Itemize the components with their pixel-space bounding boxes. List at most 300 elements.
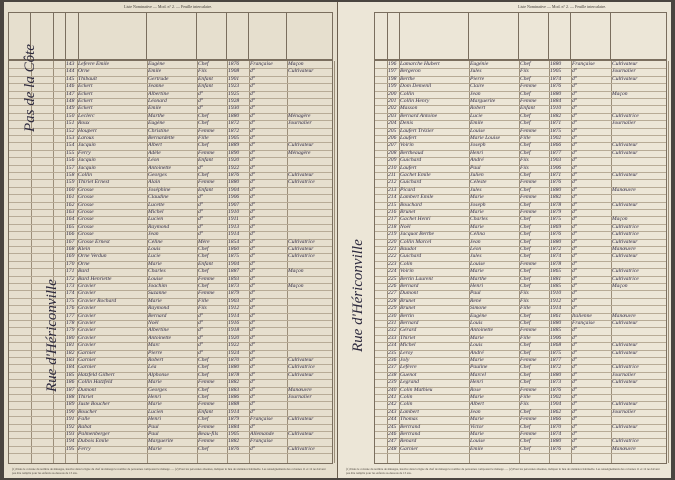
cell-an: 1888 [228, 401, 240, 408]
cell-no: 160 [66, 186, 75, 193]
cell-no: 161 [66, 194, 75, 201]
cell-nat: d° [572, 149, 578, 156]
cell-an: 1906 [550, 164, 562, 171]
cell-an: 1876 [228, 61, 240, 67]
cell-nat: d° [572, 305, 578, 312]
cell-nat: d° [250, 135, 256, 141]
cell-prenom: Léon [148, 157, 160, 164]
cell-an: 1914 [228, 231, 240, 238]
cell-nom: Roux [78, 120, 90, 127]
cell-no: 165 [66, 223, 75, 230]
cell-an: 1872 [550, 246, 562, 252]
cell-an: 1902 [550, 135, 562, 141]
cell-nat: d° [250, 275, 256, 282]
cell-rel: Chef [520, 120, 531, 127]
cell-no: 194 [66, 438, 75, 445]
cell-an: 1860 [228, 246, 240, 252]
cell-nat: Française [250, 416, 273, 423]
cell-nat: d° [572, 120, 578, 127]
cell-prenom: Pierre [470, 75, 485, 82]
cell-rel: Chef [520, 216, 531, 223]
cell-no: 247 [388, 438, 397, 445]
cell-nom: Lefèvre [400, 364, 417, 371]
cell-no: 187 [66, 386, 75, 393]
cell-nat: d° [572, 260, 578, 267]
cell-an: 1924 [228, 349, 240, 356]
cell-no: 198 [388, 75, 397, 82]
cell-prof: Ménagère [288, 112, 311, 119]
cell-prof: Cultivatrice [288, 238, 315, 245]
cell-nat: d° [250, 246, 256, 252]
cell-prenom: Emile [470, 120, 484, 127]
cell-an: 1877 [550, 357, 562, 363]
cell-nom: Dom Demenil [400, 83, 432, 90]
cell-prenom: Marie [148, 379, 162, 386]
cell-nat: d° [250, 305, 256, 312]
cell-prenom: Emile [148, 105, 162, 112]
cell-no: 216 [388, 209, 397, 215]
cell-nat: d° [572, 423, 578, 430]
cell-nat: d° [250, 83, 256, 90]
cell-prof: Maçon [288, 283, 304, 289]
cell-rel: d° [198, 223, 204, 230]
cell-prenom: Marie [470, 334, 484, 341]
cell-rel: Chef [520, 312, 531, 319]
cell-nom: Jacquin [78, 157, 96, 164]
cell-an: 1880 [550, 371, 562, 378]
cell-no: 146 [66, 83, 75, 90]
cell-nom: Grosse [78, 216, 94, 223]
cell-nom: Bergeron [400, 68, 421, 75]
cell-an: 1882 [228, 438, 240, 445]
cell-no: 233 [388, 334, 397, 341]
cell-no: 172 [66, 275, 75, 282]
cell-an: 1879 [550, 209, 562, 215]
cell-nom: Michel [400, 342, 416, 349]
cell-rel: Fils [520, 68, 529, 75]
cell-nat: d° [250, 120, 256, 127]
cell-no: 211 [388, 172, 396, 178]
cell-nat: d° [250, 312, 256, 319]
cell-no: 210 [388, 164, 397, 171]
cell-an: 1854 [228, 238, 240, 245]
cell-prenom: Michel [148, 209, 164, 215]
cell-no: 203 [388, 112, 397, 119]
cell-prenom: Pierre [148, 349, 163, 356]
cell-an: 1880 [228, 364, 240, 371]
cell-nat: d° [572, 172, 578, 178]
cell-prenom: Célina [470, 231, 485, 238]
cell-rel: Chef [520, 142, 531, 149]
cell-nom: Colin [400, 260, 413, 267]
cell-nat: d° [250, 75, 256, 82]
cell-rel: Chef [520, 186, 531, 193]
cell-nat: d° [250, 320, 256, 326]
cell-an: 1880 [550, 238, 562, 245]
cell-prenom: Antoinette [148, 164, 171, 171]
cell-prof: Ménagère [288, 149, 311, 156]
cell-nat: d° [572, 105, 578, 112]
cell-nom: Gravier [78, 290, 96, 297]
cell-no: 226 [388, 283, 397, 289]
cell-prof: Cultivateur [612, 342, 638, 349]
cell-rel: Chef [520, 172, 531, 178]
cell-prof: Manœuvre [612, 445, 636, 452]
cell-rel: Chef [198, 371, 209, 378]
cell-an: 1876 [228, 172, 240, 178]
cell-no: 155 [66, 149, 75, 156]
cell-an: 1893 [228, 275, 240, 282]
cell-rel: d° [198, 334, 204, 341]
cell-rel: Fils [520, 290, 529, 297]
cell-prenom: René [470, 297, 482, 304]
cell-an: 1913 [228, 223, 240, 230]
cell-an: 1905 [228, 135, 240, 141]
cell-nat: d° [572, 357, 578, 363]
cell-no: 195 [66, 445, 75, 452]
cell-rel: Fils [520, 401, 529, 408]
cell-prenom: Lucien [148, 408, 164, 415]
cell-an: 1869 [550, 223, 562, 230]
cell-an: 1865 [550, 268, 562, 275]
cell-nom: Jacquin [78, 164, 96, 171]
cell-nom: Collin Hatzfeld [78, 379, 113, 386]
cell-nat: Française [572, 320, 595, 326]
cell-nat: d° [572, 194, 578, 201]
cell-prof: Journalier [612, 408, 636, 415]
cell-prenom: Marie [148, 297, 162, 304]
cell-rel: Enfant [198, 75, 213, 82]
cell-an: 1866 [550, 142, 562, 149]
cell-an: 1878 [228, 371, 240, 378]
cell-nat: d° [250, 149, 256, 156]
cell-rel: Enfant [198, 408, 213, 415]
cell-prof: Journalier [612, 120, 636, 127]
cell-nat: d° [250, 268, 256, 275]
cell-prof: Cultivateur [612, 149, 638, 156]
cell-prof: Journalier [288, 394, 312, 400]
cell-nom: Bertin Laurent [400, 275, 433, 282]
cell-prof: Cultivateur [612, 172, 638, 178]
cell-rel: Femme [520, 431, 537, 437]
cell-rel: Chef [198, 357, 209, 363]
cell-nat: d° [572, 216, 578, 223]
cell-no: 200 [388, 90, 397, 97]
cell-no: 179 [66, 327, 75, 334]
cell-rel: Chef [520, 438, 531, 445]
cell-an: 1880 [550, 320, 562, 326]
cell-rel: Chef [198, 120, 209, 127]
cell-prenom: Marie [470, 209, 484, 215]
cell-prenom: Alain [148, 179, 161, 186]
cell-prenom: Paul [470, 290, 481, 297]
cell-prenom: Bernard [148, 312, 167, 319]
cell-no: 163 [66, 209, 75, 215]
cell-no: 229 [388, 305, 397, 312]
cell-prenom: Georges [148, 386, 167, 393]
cell-no: 225 [388, 275, 397, 282]
cell-nom: Bertin [400, 312, 414, 319]
cell-no: 215 [388, 201, 397, 208]
cell-nom: Jacquin [78, 142, 96, 149]
cell-nom: Juste Boucher [78, 401, 110, 408]
cell-prenom: Joséphine [148, 186, 171, 193]
cell-no: 151 [66, 120, 75, 127]
cell-rel: Femme [520, 98, 537, 104]
cell-nom: Thomas [400, 416, 418, 423]
cell-prenom: Alphonse [148, 371, 169, 378]
cell-prenom: Noël [148, 320, 159, 326]
cell-prenom: Antoinette [148, 334, 171, 341]
cell-nat: d° [572, 290, 578, 297]
cell-nom: Guichard [400, 253, 422, 260]
cell-rel: Chef [520, 379, 531, 386]
cell-nom: Gravier [78, 312, 96, 319]
cell-an: 1903 [228, 297, 240, 304]
cell-nom: Gachet Emile [400, 172, 431, 178]
cell-no: 192 [66, 423, 75, 430]
cell-an: 1881 [550, 275, 562, 282]
cell-an: 1866 [550, 416, 562, 423]
cell-no: 196 [388, 61, 397, 67]
cell-no: 219 [388, 231, 397, 238]
cell-prof: Cultivateur [612, 253, 638, 260]
cell-rel: Enfant [198, 186, 213, 193]
cell-prenom: Léonard [148, 98, 167, 104]
cell-nat: d° [572, 416, 578, 423]
cell-prenom: Marie [470, 223, 484, 230]
cell-prof: Journalier [288, 120, 312, 127]
cell-an: 1890 [228, 149, 240, 156]
cell-prenom: Marie [148, 445, 162, 452]
cell-nom: Eckert [78, 98, 93, 104]
cell-rel: Femme [198, 423, 215, 430]
cell-rel: Fils [198, 305, 207, 312]
cell-nat: d° [250, 164, 256, 171]
cell-nom: Dubois Emile [78, 438, 109, 445]
cell-nom: Gravier [78, 283, 96, 289]
cell-no: 185 [66, 371, 75, 378]
cell-no: 235 [388, 349, 397, 356]
cell-prenom: Christine [148, 127, 169, 134]
cell-an: 1905 [550, 68, 562, 75]
cell-nat: d° [572, 201, 578, 208]
cell-prof: Cultivateur [612, 349, 638, 356]
cell-nom: Lambert Émile [400, 194, 434, 201]
cell-nat: d° [572, 246, 578, 252]
cell-prenom: Gertrude [148, 75, 169, 82]
cell-no: 242 [388, 401, 397, 408]
cell-prenom: Marie Louise [470, 135, 500, 141]
cell-rel: Femme [520, 209, 537, 215]
cell-nom: Voirin [400, 268, 414, 275]
cell-prenom: Albert [148, 142, 162, 149]
cell-no: 171 [66, 268, 75, 275]
cell-prof: Cultivateur [612, 75, 638, 82]
cell-no: 191 [66, 416, 75, 423]
cell-rel: Chef [198, 394, 209, 400]
cell-nom: Thiriet Ernest [78, 179, 110, 186]
cell-nom: Bertrand [400, 423, 421, 430]
cell-rel: Femme [520, 416, 537, 423]
cell-an: 1906 [228, 194, 240, 201]
cell-an: 1877 [550, 149, 562, 156]
cell-an: 1868 [550, 342, 562, 349]
cell-nat: d° [250, 216, 256, 223]
cell-an: 1904 [550, 401, 562, 408]
cell-nom: Palmenberger [78, 431, 110, 437]
cell-no: 181 [66, 342, 75, 349]
cell-no: 221 [388, 246, 397, 252]
cell-prenom: Louis [470, 342, 483, 349]
cell-rel: Chef [520, 349, 531, 356]
cell-an: 1910 [228, 209, 240, 215]
cell-nat: d° [250, 68, 256, 75]
cell-no: 206 [388, 135, 397, 141]
cell-an: 1885 [550, 283, 562, 289]
cell-rel: Femme [198, 438, 215, 445]
cell-no: 218 [388, 223, 397, 230]
left-register-grid [8, 60, 333, 464]
cell-no: 190 [66, 408, 75, 415]
cell-rel: d° [198, 216, 204, 223]
cell-rel: Chef [520, 61, 531, 67]
cell-nat: d° [572, 68, 578, 75]
cell-rel: d° [198, 201, 204, 208]
cell-nat: d° [572, 231, 578, 238]
cell-an: 1901 [228, 75, 240, 82]
cell-rel: Femme [520, 386, 537, 393]
cell-rel: Chef [520, 246, 531, 252]
cell-nom: Guichard [400, 157, 422, 164]
cell-an: 1876 [550, 445, 562, 452]
cell-prenom: Eugène [148, 61, 165, 67]
cell-nat: d° [250, 253, 256, 260]
cell-nom: Boucher [78, 408, 97, 415]
cell-rel: Fille [520, 334, 531, 341]
cell-prenom: Marguerite [148, 438, 174, 445]
cell-an: 1882 [228, 379, 240, 386]
cell-nom: Collin [78, 172, 92, 178]
cell-an: 1907 [228, 201, 240, 208]
cell-nat: d° [250, 379, 256, 386]
cell-nat: d° [250, 112, 256, 119]
cell-no: 202 [388, 105, 397, 112]
cell-rel: Fils [198, 68, 207, 75]
cell-an: 1920 [228, 157, 240, 164]
cell-prof: Cultivateur [288, 246, 314, 252]
cell-no: 174 [66, 290, 75, 297]
cell-rel: d° [198, 231, 204, 238]
cell-nom: Laufert Trézier [400, 127, 434, 134]
cell-nat: d° [572, 164, 578, 171]
cell-nat: d° [572, 438, 578, 445]
cell-an: 1880 [228, 112, 240, 119]
cell-no: 232 [388, 327, 397, 334]
cell-nat: d° [250, 260, 256, 267]
cell-no: 169 [66, 253, 75, 260]
cell-rel: Fils [520, 297, 529, 304]
cell-an: 1875 [550, 349, 562, 356]
cell-prof: Cultivateur [612, 320, 638, 326]
cell-prenom: Julien [470, 172, 484, 178]
cell-nat: Allemande [250, 431, 274, 437]
cell-nat: d° [250, 349, 256, 356]
cell-an: 1880 [228, 179, 240, 186]
right-page [338, 2, 671, 478]
cell-nom: Bertheaud [400, 149, 424, 156]
cell-no: 231 [388, 320, 397, 326]
cell-no: 156 [66, 157, 75, 164]
cell-rel: Chef [520, 149, 531, 156]
cell-rel: d° [198, 327, 204, 334]
cell-rel: Enfant [198, 260, 213, 267]
cell-rel: Femme [198, 379, 215, 386]
cell-no: 201 [388, 98, 397, 104]
cell-nat: d° [572, 135, 578, 141]
cell-nom: Grosse [78, 186, 94, 193]
cell-no: 173 [66, 283, 75, 289]
cell-rel: Chef [198, 283, 209, 289]
cell-nom: Grosse [78, 194, 94, 201]
cell-nat: d° [572, 327, 578, 334]
cell-rel: Fille [520, 305, 531, 312]
cell-no: 241 [388, 394, 397, 400]
cell-prenom: Marie [470, 416, 484, 423]
cell-rel: Fils [520, 157, 529, 164]
cell-an: 1879 [228, 290, 240, 297]
cell-prenom: Jean [470, 90, 481, 97]
cell-rel: Chef [198, 172, 209, 178]
cell-prenom: Jeanne [148, 83, 164, 90]
cell-no: 237 [388, 364, 397, 371]
cell-an: 1930 [228, 105, 240, 112]
cell-prenom: Suzanne [148, 290, 167, 297]
cell-rel: d° [198, 320, 204, 326]
cell-no: 236 [388, 357, 397, 363]
cell-prenom: Céline [148, 238, 163, 245]
cell-nat: d° [250, 105, 256, 112]
cell-prenom: Joseph [470, 201, 486, 208]
cell-nom: Bernard [400, 283, 419, 289]
cell-rel: Chef [520, 342, 531, 349]
cell-nom: Lamarche Hubert [400, 61, 440, 67]
cell-nat: d° [250, 297, 256, 304]
cell-no: 217 [388, 216, 397, 223]
cell-rel: Chef [198, 364, 209, 371]
cell-nom: Rabat [78, 423, 92, 430]
cell-nom: Gravier [78, 327, 96, 334]
cell-nom: Gravier [78, 320, 96, 326]
cell-rel: Chef [520, 231, 531, 238]
cell-prenom: Marie [148, 260, 162, 267]
cell-prenom: Lucie [148, 253, 161, 260]
cell-nat: d° [250, 223, 256, 230]
cell-nat: d° [572, 268, 578, 275]
cell-nom: Leclerc [78, 112, 95, 119]
cell-prenom: Robert [148, 357, 164, 363]
cell-nat: d° [572, 349, 578, 356]
cell-no: 222 [388, 253, 397, 260]
cell-prof: Cultivateur [288, 142, 314, 149]
cell-nom: Klein [78, 246, 91, 252]
cell-no: 144 [66, 68, 75, 75]
cell-nom: Garnier [78, 349, 97, 356]
cell-nom: Eckert [78, 83, 93, 90]
cell-prenom: Joseph [470, 142, 486, 149]
cell-prof: Cultivatrice [288, 253, 315, 260]
cell-nat: d° [250, 172, 256, 178]
